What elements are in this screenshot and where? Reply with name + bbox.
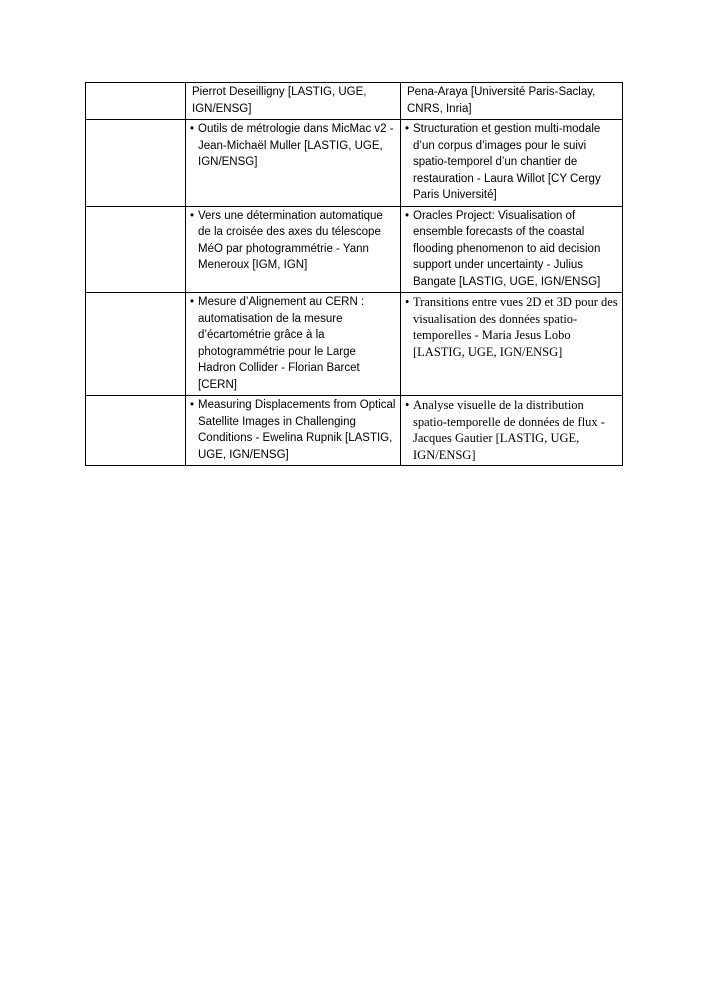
table-row <box>86 83 623 120</box>
table-row <box>86 206 623 293</box>
talk-text: Pierrot Deseilligny [LASTIG, UGE, IGN/ENSG] <box>192 86 367 115</box>
talk-text: Vers une détermination automatique de la croisée des axes du télescope MéO par photogrammétrie - Yann Meneroux [IGM, IGN] <box>198 209 383 271</box>
talk-cell <box>401 396 623 466</box>
talk-cell <box>401 120 623 207</box>
empty-cell <box>86 83 186 120</box>
empty-cell <box>86 293 186 396</box>
talk-text: Measuring Displacements from Optical Satellite Images in Challenging Conditions - Ewelina Rupnik [LASTIG, UGE, IGN/ENSG] <box>198 399 396 461</box>
empty-cell <box>86 206 186 293</box>
talk-text: Pena-Araya [Université Paris-Saclay, CNRS, Inria] <box>407 86 596 115</box>
talk-cell <box>186 206 401 293</box>
table-row <box>86 120 623 207</box>
talk-cell <box>186 83 401 120</box>
bullet-marker: • <box>190 399 195 411</box>
talk-cell <box>401 206 623 293</box>
bullet-marker: • <box>405 398 410 412</box>
talk-text: Analyse visuelle de la distribution spatio-temporelle de données de flux - Jacques Gautier [LASTIG, UGE, IGN/ENSG] <box>413 398 605 462</box>
talk-cell <box>401 83 623 120</box>
bullet-marker: • <box>190 209 195 222</box>
talk-text: Oracles Project: Visualisation of ensemble forecasts of the coastal flooding phenomenon to aid decision support under uncertainty - Julius Bangate [LASTIG, UGE, IGN/ENSG] <box>413 209 601 288</box>
bullet-marker: • <box>190 296 195 308</box>
bullet-marker: • <box>405 209 410 222</box>
talk-text: Structuration et gestion multi-modale d’un corpus d’images pour le suivi spatio-temporel d’un chantier de restauration - Laura Willot [CY Cergy Paris Université] <box>413 123 601 201</box>
talk-text: Mesure d’Alignement au CERN : automatisation de la mesure d’écartométrie grâce à la photogrammétrie pour le Large Hadron Collider - Florian Barcet [CERN] <box>198 296 365 391</box>
talk-cell <box>186 396 401 466</box>
bullet-marker: • <box>405 123 410 135</box>
table-row <box>86 293 623 396</box>
table-row <box>86 396 623 466</box>
talk-text: Outils de métrologie dans MicMac v2 - Jean-Michaël Muller [LASTIG, UGE, IGN/ENSG] <box>198 123 394 168</box>
bullet-marker: • <box>405 295 410 309</box>
empty-cell <box>86 396 186 466</box>
talk-cell <box>186 293 401 396</box>
talk-cell <box>186 120 401 207</box>
talk-text: Transitions entre vues 2D et 3D pour des visualisation des données spatio-temporelles - Maria Jesus Lobo [LASTIG, UGE, IGN/ENSG] <box>413 295 618 359</box>
empty-cell <box>86 120 186 207</box>
bullet-marker: • <box>190 123 195 135</box>
talk-cell <box>401 293 623 396</box>
program-table <box>85 82 623 466</box>
